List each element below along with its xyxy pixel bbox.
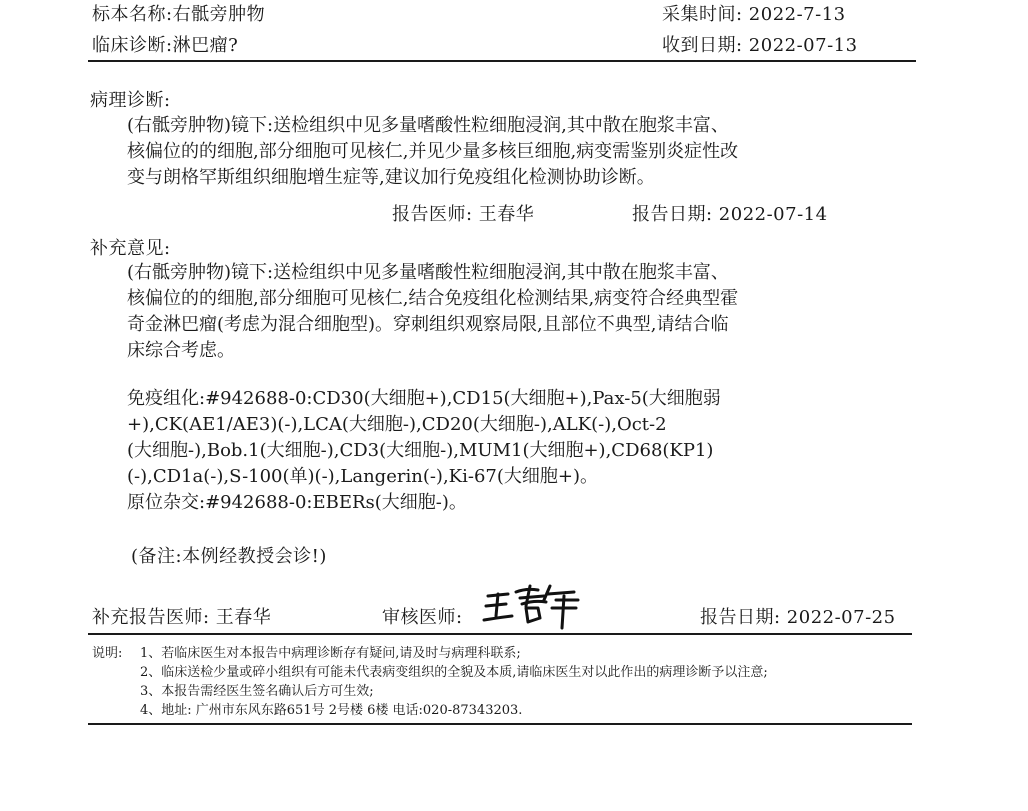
ihc-line: +),CK(AE1/AE3)(-),LCA(大细胞-),CD20(大细胞-),ALK(-),Oct-2	[127, 414, 667, 435]
supplement-title: 补充意见:	[90, 238, 171, 259]
supplement-line: 床综合考虑。	[127, 340, 235, 361]
supplement-text	[127, 260, 738, 364]
signoff-divider	[88, 633, 912, 635]
specimen-name: 标本名称:右骶旁肿物	[92, 4, 266, 25]
note-item: 3、本报告需经医生签名确认后方可生效;	[140, 684, 374, 699]
ihc-line: (-),CD1a(-),S-100(单)(-),Langerin(-),Ki-67(大细胞+)。	[127, 466, 598, 487]
note-item: 4、地址: 广州市东风东路651号 2号楼 6楼 电话:020-87343203.	[140, 703, 523, 718]
supplement-line: (右骶旁肿物)镜下:送检组织中见多量嗜酸性粒细胞浸润,其中散在胞浆丰富、	[127, 262, 729, 283]
note-item: 1、若临床医生对本报告中病理诊断存有疑问,请及时与病理科联系;	[140, 646, 521, 661]
review-label: 审核医师:	[382, 607, 463, 628]
pathology-text	[127, 113, 738, 191]
supplement-line: 奇金淋巴瘤(考虑为混合细胞型)。穿刺组织观察局限,且部位不典型,请结合临	[127, 314, 729, 335]
pathology-title: 病理诊断:	[90, 90, 171, 111]
clinical-diagnosis: 临床诊断:淋巴瘤?	[92, 35, 239, 56]
ihc-line: (大细胞-),Bob.1(大细胞-),CD3(大细胞-),MUM1(大细胞+),CD68(KP1)	[127, 440, 714, 461]
ish-line: 原位杂交:#942688-0:EBERs(大细胞-)。	[127, 492, 467, 513]
pathology-line: (右骶旁肿物)镜下:送检组织中见多量嗜酸性粒细胞浸润,其中散在胞浆丰富、	[127, 115, 729, 136]
received-date: 收到日期: 2022-07-13	[662, 35, 858, 56]
pathology-line: 核偏位的的细胞,部分细胞可见核仁,并见少量多核巨细胞,病变需鉴别炎症性改	[127, 141, 739, 162]
notes-label: 说明:	[92, 646, 123, 661]
signature-image	[482, 582, 582, 632]
ihc-text	[127, 386, 721, 516]
ihc-line: 免疫组化:#942688-0:CD30(大细胞+),CD15(大细胞+),Pax-5(大细胞弱	[127, 388, 721, 409]
header-divider	[88, 60, 916, 62]
pathology-report-date: 报告日期: 2022-07-14	[632, 204, 828, 225]
footer-divider	[88, 723, 912, 725]
pathology-line: 变与朗格罕斯组织细胞增生症等,建议加行免疫组化检测协助诊断。	[127, 167, 655, 188]
supplement-doctor: 补充报告医师: 王春华	[92, 607, 272, 628]
remark: (备注:本例经教授会诊!)	[131, 546, 327, 567]
signoff-report-date: 报告日期: 2022-07-25	[700, 607, 896, 628]
supplement-line: 核偏位的的细胞,部分细胞可见核仁,结合免疫组化检测结果,病变符合经典型霍	[127, 288, 739, 309]
pathology-doctor: 报告医师: 王春华	[392, 204, 535, 225]
note-item: 2、临床送检少量或碎小组织有可能未代表病变组织的全貌及本质,请临床医生对以此作出的病理诊断予以注意;	[140, 665, 768, 680]
collect-time: 采集时间: 2022-7-13	[662, 4, 846, 25]
